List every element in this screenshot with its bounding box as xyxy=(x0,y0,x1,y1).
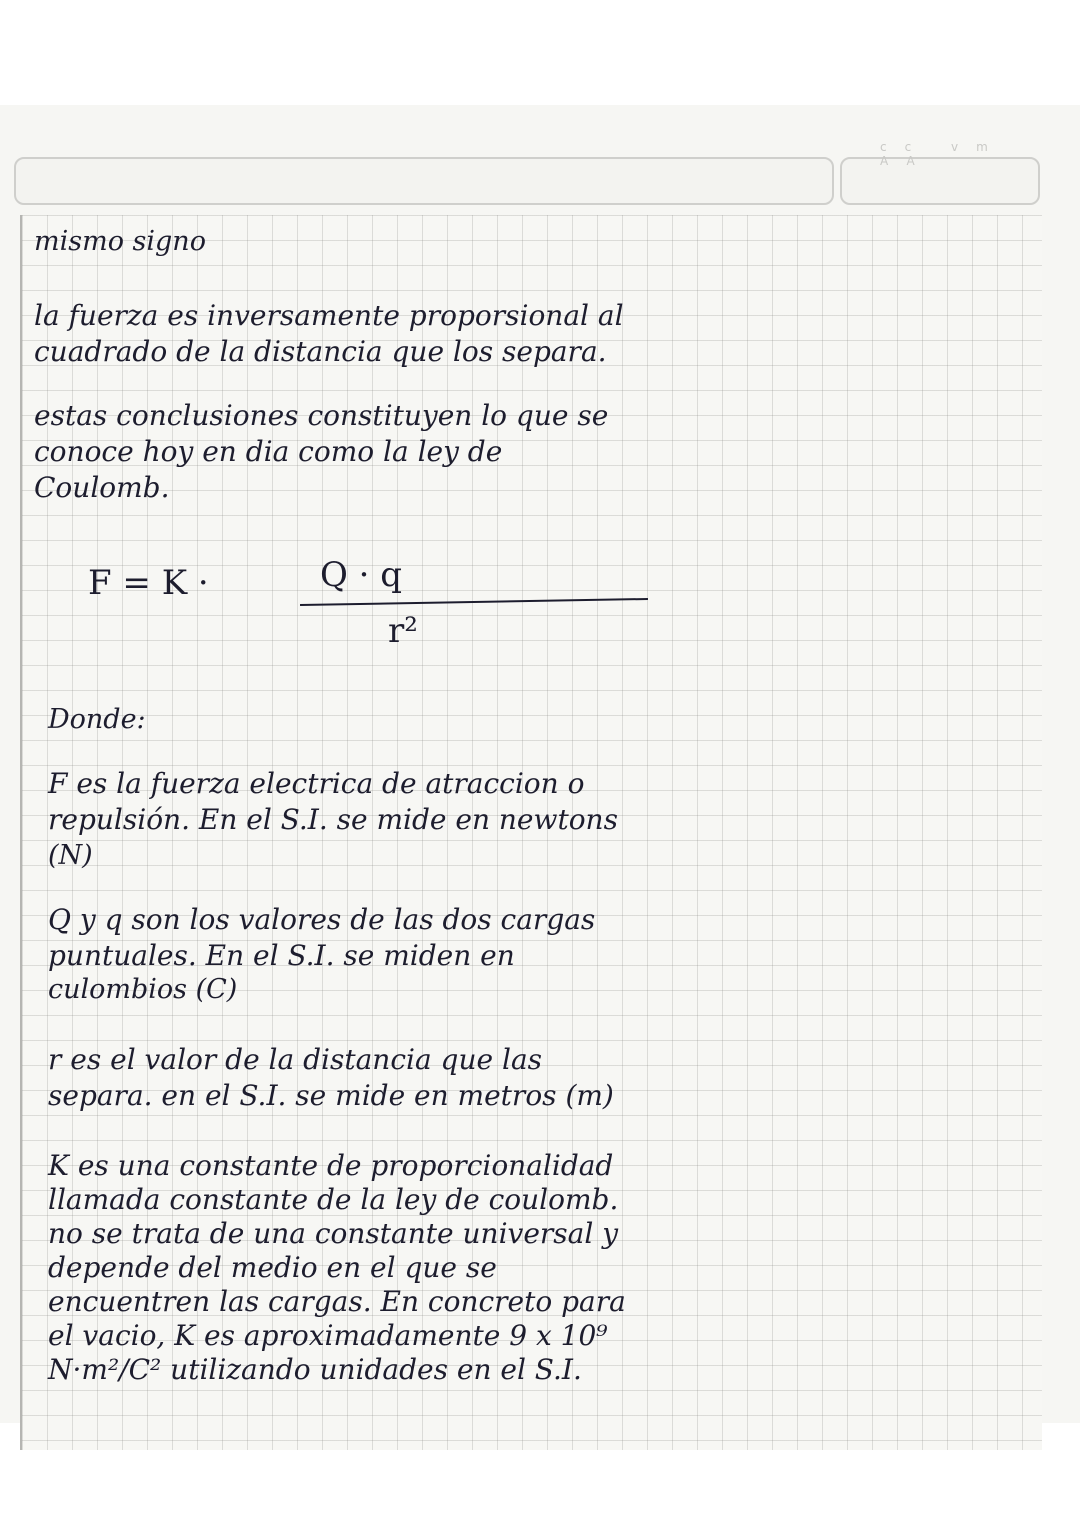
text-line: F es la fuerza electrica de atraccion o xyxy=(48,767,585,800)
text-line: culombios (C) xyxy=(48,974,238,1005)
text-line: Q y q son los valores de las dos cargas xyxy=(48,903,596,936)
text-line: puntuales. En el S.I. se miden en xyxy=(48,939,515,972)
text-line: cuadrado de la distancia que los separa. xyxy=(34,335,607,368)
formula-numerator: Q · q xyxy=(320,555,403,595)
text-line: Coulomb. xyxy=(34,471,170,504)
text-line: repulsión. En el S.I. se mide en newtons xyxy=(48,803,618,836)
text-line: r es el valor de la distancia que las xyxy=(48,1043,543,1076)
text-line: separa. en el S.I. se mide en metros (m) xyxy=(48,1079,614,1112)
text-line: la fuerza es inversamente proporsional al xyxy=(34,299,624,332)
text-line: Donde: xyxy=(48,704,146,735)
text-line: conoce hoy en dia como la ley de xyxy=(34,435,503,468)
text-line: (N) xyxy=(48,840,93,871)
formula-denominator: r² xyxy=(388,611,418,651)
text-line: encuentren las cargas. En concreto para xyxy=(48,1285,626,1318)
text-line: K es una constante de proporcionalidad xyxy=(48,1149,614,1182)
text-line: llamada constante de la ley de coulomb. xyxy=(48,1183,619,1216)
text-line: mismo signo xyxy=(34,226,206,257)
header-field-left xyxy=(14,157,834,205)
text-line: estas conclusiones constituyen lo que se xyxy=(34,399,609,432)
text-line: N·m²/C² utilizando unidades en el S.I. xyxy=(48,1353,582,1386)
header-faint-marks: cc vm AA xyxy=(880,140,1006,168)
formula-lhs: F = K · xyxy=(88,563,209,603)
text-line: depende del medio en el que se xyxy=(48,1251,497,1284)
text-line: no se trata de una constante universal y xyxy=(48,1217,619,1250)
text-line: el vacio, K es aproximadamente 9 x 10⁹ xyxy=(48,1319,608,1352)
